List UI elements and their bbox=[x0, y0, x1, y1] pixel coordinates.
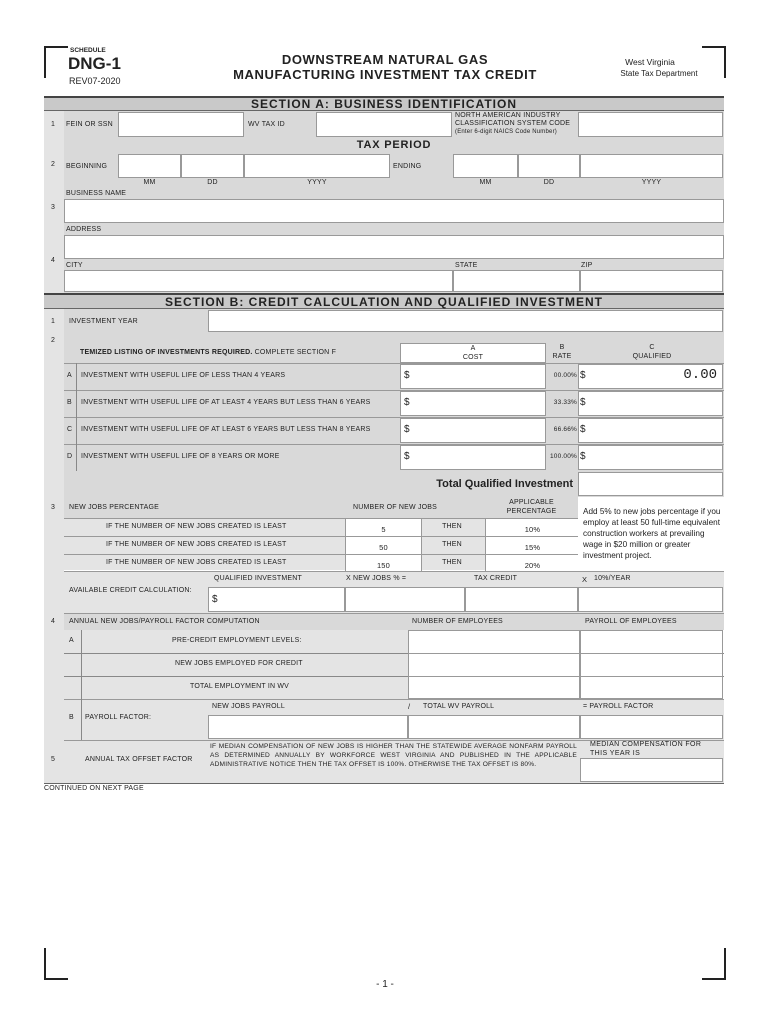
col-b-letter: B bbox=[559, 344, 565, 351]
payroll-title: ANNUAL NEW JOBS/PAYROLL FACTOR COMPUTATION bbox=[69, 618, 260, 625]
form-title-line-2: MANUFACTURING INVESTMENT TAX CREDIT bbox=[233, 67, 537, 82]
col-c-label: QUALIFIED bbox=[632, 353, 672, 360]
jobs-row bbox=[64, 536, 578, 554]
new-jobs-payroll-b-input[interactable] bbox=[208, 715, 408, 739]
dollar-sign: $ bbox=[580, 424, 586, 435]
investment-year-label: INVESTMENT YEAR bbox=[69, 318, 138, 325]
new-jobs-pct-input[interactable] bbox=[345, 587, 465, 612]
tax-credit-label: TAX CREDIT bbox=[474, 575, 518, 582]
row-number: 1 bbox=[51, 318, 55, 325]
annual-offset-label: ANNUAL TAX OFFSET FACTOR bbox=[85, 756, 193, 763]
form-code: DNG-1 bbox=[68, 54, 121, 73]
city-input[interactable] bbox=[64, 270, 453, 292]
corner-mark-top-left bbox=[44, 46, 68, 78]
cost-column-header bbox=[400, 343, 546, 363]
col-c-letter: C bbox=[649, 344, 655, 351]
continued-note: CONTINUED ON NEXT PAGE bbox=[44, 785, 144, 792]
jobs-row-number: 50 bbox=[379, 543, 388, 552]
zip-input[interactable] bbox=[580, 270, 723, 292]
state-label: STATE bbox=[455, 262, 478, 269]
naics-label-line-2: CLASSIFICATION SYSTEM CODE bbox=[455, 120, 571, 127]
ending-mm-caption: MM bbox=[479, 179, 492, 186]
dollar-sign: $ bbox=[580, 370, 586, 381]
row-b-letter: B bbox=[69, 714, 74, 721]
new-jobs-employed-label: NEW JOBS EMPLOYED FOR CREDIT bbox=[175, 660, 303, 667]
beginning-label: BEGINNING bbox=[66, 163, 108, 170]
new-jobs-payroll-input[interactable] bbox=[580, 653, 723, 677]
investment-qualified-value: 0.00 bbox=[683, 367, 717, 383]
row-number: 4 bbox=[51, 257, 55, 264]
ending-yyyy-input[interactable] bbox=[580, 154, 723, 178]
address-label: ADDRESS bbox=[66, 226, 102, 233]
qualified-investment-input[interactable] bbox=[208, 587, 345, 612]
dollar-sign: $ bbox=[212, 594, 218, 605]
naics-label-line-3: (Enter 6-digit NAICS Code Number) bbox=[455, 129, 557, 135]
jobs-row-number: 150 bbox=[376, 561, 391, 570]
jobs-row-text: IF THE NUMBER OF NEW JOBS CREATED IS LEAST bbox=[106, 541, 287, 548]
pre-credit-payroll-input[interactable] bbox=[580, 630, 723, 654]
jobs-row bbox=[64, 554, 578, 571]
itemized-note-rest: COMPLETE SECTION F bbox=[252, 349, 337, 356]
total-wv-payroll-input[interactable] bbox=[408, 715, 580, 739]
x-label: X bbox=[582, 575, 588, 584]
total-employees-input[interactable] bbox=[408, 676, 580, 699]
total-wv-payroll-label: TOTAL WV PAYROLL bbox=[423, 703, 495, 710]
zip-label: ZIP bbox=[581, 262, 593, 269]
wv-tax-id-label: WV TAX ID bbox=[248, 121, 285, 128]
jobs-row-number-cell bbox=[345, 537, 422, 554]
revision-label: REV07-2020 bbox=[69, 76, 121, 86]
divide-sign: / bbox=[408, 702, 411, 711]
qualified-column-header bbox=[580, 343, 724, 363]
new-jobs-payroll-label: NEW JOBS PAYROLL bbox=[212, 703, 285, 710]
new-jobs-pct-label: NEW JOBS PERCENTAGE bbox=[69, 504, 160, 511]
investment-qualified-input[interactable] bbox=[578, 418, 723, 443]
median-note: IF MEDIAN COMPENSATION OF NEW JOBS IS HIGHER THAN THE STATEWIDE AVERAGE NONFARM PAYROLL AS DETERMINED ANNUALLY BY WORKFORCE WEST VIRGINIA AND PUBLISHED IN THE APPLICABLE ADMINISTRATIVE NOTICE THEN THE TAX OFFSET IS 100%. OTHERWISE THE TAX OFFSET IS 80%. bbox=[210, 743, 577, 768]
corner-mark-bottom-right bbox=[702, 948, 726, 980]
ending-label: ENDING bbox=[393, 163, 422, 170]
rate-column-header bbox=[546, 343, 578, 363]
investment-year-input[interactable] bbox=[208, 310, 723, 332]
investment-rate: 66.66% bbox=[553, 426, 577, 433]
beginning-dd-input[interactable] bbox=[181, 154, 244, 178]
jobs-row-number-cell bbox=[345, 555, 422, 571]
corner-mark-bottom-left bbox=[44, 948, 68, 980]
beginning-dd-caption: DD bbox=[207, 179, 218, 186]
city-label: CITY bbox=[66, 262, 83, 269]
jobs-row-pct-cell bbox=[485, 537, 579, 554]
investment-rate: 33.33% bbox=[553, 399, 577, 406]
row-number: 2 bbox=[51, 161, 55, 168]
col-b-label: RATE bbox=[552, 353, 572, 360]
section-a-gutter bbox=[44, 111, 64, 293]
tax-period-title: TAX PERIOD bbox=[64, 138, 724, 153]
jobs-row-number: 5 bbox=[381, 525, 386, 534]
beginning-yyyy-caption: YYYY bbox=[307, 179, 327, 186]
naics-label bbox=[455, 112, 570, 136]
jobs-row-pct: 15% bbox=[524, 543, 541, 552]
section-a-title: SECTION A: BUSINESS IDENTIFICATION bbox=[44, 96, 724, 111]
tax-credit-input[interactable] bbox=[465, 587, 578, 612]
jobs-row-then: THEN bbox=[442, 541, 462, 548]
investment-cost-input[interactable] bbox=[400, 418, 546, 443]
investment-qualified-input[interactable] bbox=[578, 445, 723, 470]
fein-label: FEIN OR SSN bbox=[66, 121, 113, 128]
investment-rate: 100.00% bbox=[549, 453, 577, 460]
investment-label: INVESTMENT WITH USEFUL LIFE OF AT LEAST 6 YEARS BUT LESS THAN 8 YEARS bbox=[81, 426, 371, 433]
payroll-factor-input[interactable] bbox=[580, 715, 723, 739]
investment-cost-input[interactable] bbox=[400, 445, 546, 470]
schedule-label: SCHEDULE bbox=[70, 47, 106, 54]
investment-letter: A bbox=[67, 372, 72, 379]
state-input[interactable] bbox=[453, 270, 580, 292]
dollar-sign: $ bbox=[580, 451, 586, 462]
total-payroll-input[interactable] bbox=[580, 676, 723, 699]
jobs-row-number-cell bbox=[345, 519, 422, 536]
jobs-row-text: IF THE NUMBER OF NEW JOBS CREATED IS LEAST bbox=[106, 523, 287, 530]
applicable-label-1: APPLICABLE bbox=[509, 499, 554, 506]
beginning-yyyy-input[interactable] bbox=[244, 154, 390, 178]
dollar-sign: $ bbox=[404, 397, 410, 408]
jobs-row-text: IF THE NUMBER OF NEW JOBS CREATED IS LEAST bbox=[106, 559, 287, 566]
investment-label: INVESTMENT WITH USEFUL LIFE OF 8 YEARS OR MORE bbox=[81, 453, 280, 460]
investment-cost-input[interactable] bbox=[400, 391, 546, 416]
row-number: 1 bbox=[51, 121, 55, 128]
ending-dd-caption: DD bbox=[543, 179, 555, 186]
jobs-row-then: THEN bbox=[442, 559, 462, 566]
itemized-note-bold: TEMIZED LISTING OF INVESTMENTS REQUIRED. bbox=[80, 349, 253, 356]
wv-tax-id-input[interactable] bbox=[316, 112, 452, 137]
jobs-row bbox=[64, 518, 578, 536]
beginning-mm-caption: MM bbox=[143, 179, 156, 186]
jobs-row-then: THEN bbox=[442, 523, 462, 530]
median-comp-label: MEDIAN COMPENSATION FOR THIS YEAR IS bbox=[590, 741, 702, 757]
total-qualified-label: Total Qualified Investment bbox=[436, 478, 573, 490]
per-year-label: 10%/YEAR bbox=[594, 575, 631, 582]
investment-cost-input[interactable] bbox=[400, 364, 546, 389]
investment-rate: 00.00% bbox=[553, 372, 577, 379]
row-number: 2 bbox=[51, 337, 55, 344]
dollar-sign: $ bbox=[404, 370, 410, 381]
pre-credit-employees-input[interactable] bbox=[408, 630, 580, 654]
jobs-row-pct-cell bbox=[485, 555, 579, 571]
investment-label: INVESTMENT WITH USEFUL LIFE OF AT LEAST 4 YEARS BUT LESS THAN 6 YEARS bbox=[81, 399, 371, 406]
ending-dd-input[interactable] bbox=[518, 154, 580, 178]
row-number: 4 bbox=[51, 618, 55, 625]
investment-letter: D bbox=[67, 453, 73, 460]
row-number: 5 bbox=[51, 756, 55, 763]
investment-label: INVESTMENT WITH USEFUL LIFE OF LESS THAN 4 YEARS bbox=[81, 372, 286, 379]
total-qualified-input[interactable] bbox=[578, 472, 723, 496]
pre-credit-label: PRE-CREDIT EMPLOYMENT LEVELS: bbox=[172, 637, 302, 644]
fein-input[interactable] bbox=[118, 112, 244, 137]
qualified-investment-label: QUALIFIED INVESTMENT bbox=[214, 575, 303, 582]
row-number: 3 bbox=[51, 504, 55, 511]
x-new-jobs-label: X NEW JOBS % = bbox=[346, 575, 407, 582]
annual-credit-input[interactable] bbox=[578, 587, 723, 612]
investment-qualified-input[interactable] bbox=[578, 391, 723, 416]
equals-payroll-factor-label: = PAYROLL FACTOR bbox=[583, 703, 654, 710]
median-comp-input[interactable] bbox=[580, 758, 723, 782]
page-number: - 1 - bbox=[376, 979, 394, 990]
num-new-jobs-label: NUMBER OF NEW JOBS bbox=[352, 504, 438, 511]
section-b-gutter bbox=[44, 309, 64, 783]
investment-letter: C bbox=[67, 426, 73, 433]
applicable-pct-header bbox=[485, 498, 578, 516]
num-employees-label: NUMBER OF EMPLOYEES bbox=[412, 618, 503, 625]
jobs-row-pct: 20% bbox=[524, 561, 541, 570]
col-a-letter: A bbox=[470, 345, 476, 352]
available-credit-label: AVAILABLE CREDIT CALCULATION: bbox=[69, 587, 192, 594]
row-number: 3 bbox=[51, 204, 55, 211]
total-employment-label: TOTAL EMPLOYMENT IN WV bbox=[190, 683, 290, 690]
dollar-sign: $ bbox=[404, 424, 410, 435]
business-name-label: BUSINESS NAME bbox=[66, 190, 127, 197]
dollar-sign: $ bbox=[404, 451, 410, 462]
payroll-factor-label: PAYROLL FACTOR: bbox=[85, 714, 152, 721]
naics-input[interactable] bbox=[578, 112, 723, 137]
address-input[interactable] bbox=[64, 235, 724, 259]
jobs-row-pct: 10% bbox=[524, 525, 541, 534]
col-a-label: COST bbox=[462, 354, 484, 361]
form-title-line-1: DOWNSTREAM NATURAL GAS bbox=[281, 52, 489, 67]
agency-line-1: West Virginia bbox=[625, 57, 675, 67]
naics-label-line-1: NORTH AMERICAN INDUSTRY bbox=[455, 112, 561, 119]
ending-yyyy-caption: YYYY bbox=[641, 179, 662, 186]
payroll-employees-label: PAYROLL OF EMPLOYEES bbox=[585, 618, 677, 625]
applicable-label-2: PERCENTAGE bbox=[506, 508, 557, 515]
bonus-note: Add 5% to new jobs percentage if you employ at least 50 full-time equivalent construction workers at prevailing wage in $20 million or greater investment project. bbox=[583, 507, 721, 560]
dollar-sign: $ bbox=[580, 397, 586, 408]
jobs-row-pct-cell bbox=[485, 519, 579, 536]
new-jobs-employees-input[interactable] bbox=[408, 653, 580, 677]
investment-letter: B bbox=[67, 399, 72, 406]
agency-line-2: State Tax Department bbox=[620, 69, 698, 78]
beginning-mm-input[interactable] bbox=[118, 154, 181, 178]
itemized-note bbox=[80, 349, 336, 356]
ending-mm-input[interactable] bbox=[453, 154, 518, 178]
row-a-letter: A bbox=[69, 637, 74, 644]
business-name-input[interactable] bbox=[64, 199, 724, 223]
section-b-title: SECTION B: CREDIT CALCULATION AND QUALIFIED INVESTMENT bbox=[44, 293, 724, 309]
